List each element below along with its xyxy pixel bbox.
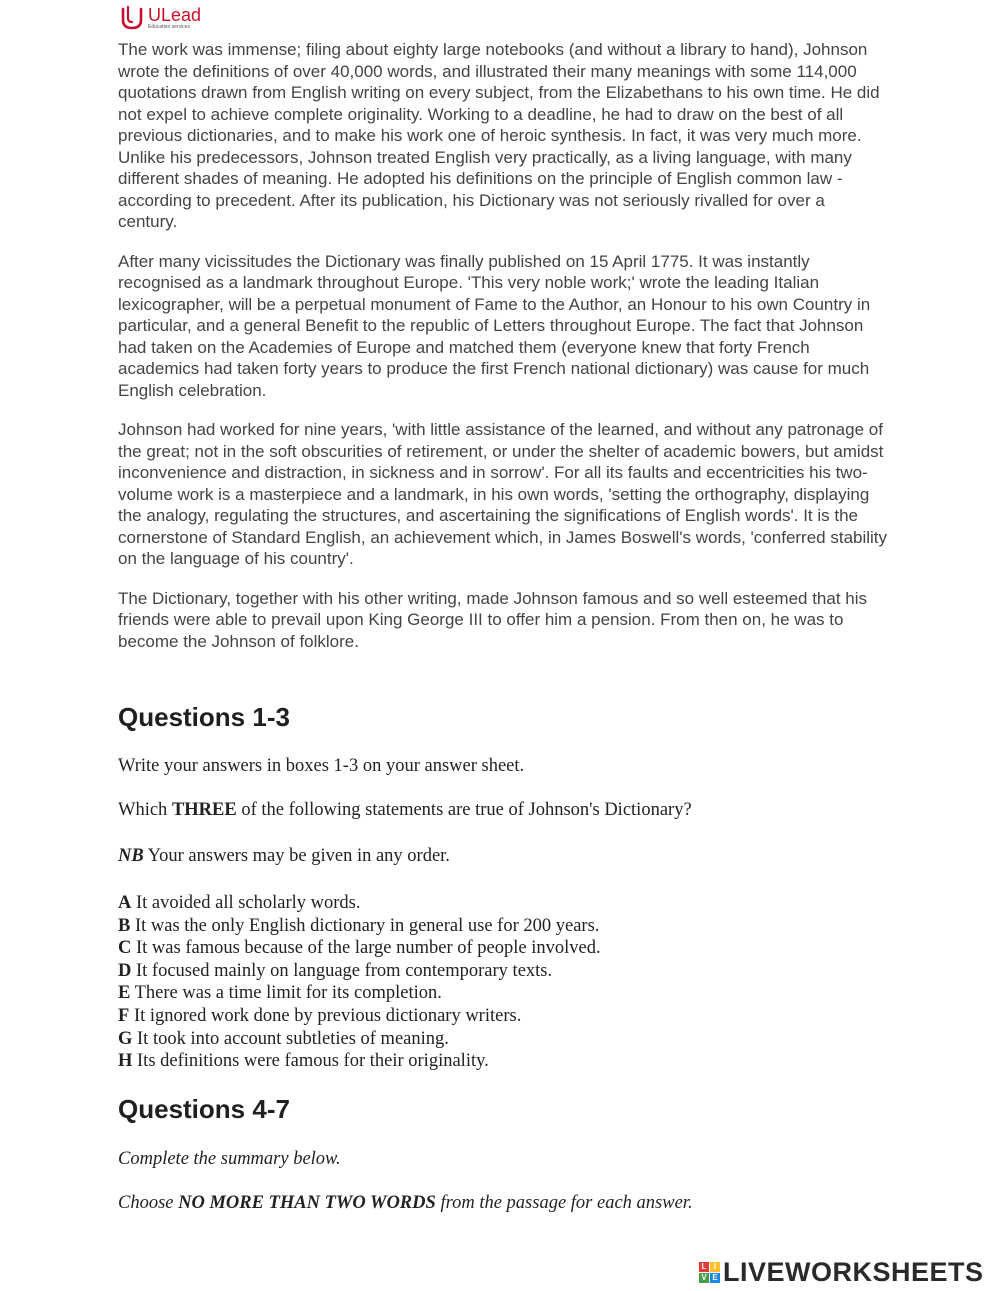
- summary-instruction: Complete the summary below.: [118, 1149, 341, 1169]
- ulead-logo-icon: [120, 5, 144, 31]
- option-text: It took into account subtleties of meaning.: [132, 1028, 449, 1049]
- option-text: There was a time limit for its completion.: [130, 983, 442, 1004]
- questions-1-3-heading: Questions 1-3: [118, 702, 290, 732]
- liveworksheets-watermark: [699, 1257, 984, 1288]
- option-letter: A: [118, 893, 132, 913]
- logo-letter-e: E: [710, 1273, 720, 1283]
- option-f: [118, 1005, 601, 1028]
- option-text: It was famous because of the large number of people involved.: [131, 938, 601, 959]
- answer-options: [118, 892, 601, 1073]
- logo-subtitle: Education services: [148, 24, 190, 30]
- questions-4-7-instruction: [118, 1149, 918, 1170]
- passage-paragraph: After many vicissitudes the Dictionary was finally published on 15 April 1775. It was instantly recognised as a landmark throughout Europe. 'This very noble work;' wrote the leading Italian lexicographer, will be a perpetual monument of Fame to the Author, an Honour to his own Country in particular, and a general Benefit to the republic of Letters throughout Europe. The fact that Johnson had taken on the Academies of Europe and matched them (everyone knew that forty French academics had taken forty years to produce the first French national dictionary) was cause for much English celebration.: [118, 251, 871, 400]
- option-b: [118, 915, 601, 938]
- choose-post: from the passage for each answer.: [435, 1193, 693, 1213]
- prompt-emphasis: THREE: [171, 800, 237, 820]
- choose-pre: Choose: [118, 1193, 179, 1213]
- word-limit: NO MORE THAN TWO WORDS: [178, 1193, 436, 1213]
- option-text: It ignored work done by previous dictionary writers.: [129, 1005, 522, 1026]
- logo-letter-i: I: [710, 1262, 720, 1272]
- questions-1-3-prompt: [118, 800, 918, 821]
- option-text: It was the only English dictionary in general use for 200 years.: [130, 915, 600, 936]
- option-text: It focused mainly on language from contemporary texts.: [131, 960, 553, 981]
- nb-text: Your answers may be given in any order.: [143, 846, 450, 866]
- logo-letter-v: V: [699, 1273, 709, 1283]
- option-a: [118, 892, 601, 915]
- reading-passage: [118, 39, 888, 670]
- nb-note: [118, 846, 918, 867]
- option-h: [118, 1050, 601, 1073]
- questions-1-3-instruction: Write your answers in boxes 1-3 on your answer sheet.: [118, 756, 525, 776]
- option-letter: C: [118, 938, 132, 959]
- liveworksheets-text: LIVEWORKSHEETS: [723, 1257, 984, 1287]
- word-limit-instruction: [118, 1193, 918, 1214]
- option-g: [118, 1028, 601, 1051]
- option-e: [118, 982, 601, 1005]
- liveworksheets-logo-icon: [699, 1262, 720, 1283]
- option-letter: E: [118, 983, 131, 1004]
- passage-paragraph: The Dictionary, together with his other writing, made Johnson famous and so well esteemed that his friends were able to prevail upon King George III to offer him a pension. From then on, he was to become the Johnson of folklore.: [118, 588, 868, 651]
- option-letter: H: [118, 1051, 133, 1072]
- logo-name: ULead: [148, 5, 202, 25]
- prompt-post: of the following statements are true of Johnson's Dictionary?: [236, 800, 692, 820]
- option-letter: B: [118, 915, 131, 936]
- ulead-logo: [120, 5, 201, 31]
- prompt-pre: Which: [118, 800, 172, 820]
- option-letter: F: [118, 1005, 130, 1026]
- option-d: [118, 960, 601, 983]
- option-text: Its definitions were famous for their originality.: [132, 1051, 489, 1072]
- option-text: It avoided all scholarly words.: [131, 893, 361, 913]
- option-letter: D: [118, 960, 132, 981]
- passage-paragraph: Johnson had worked for nine years, 'with little assistance of the learned, and without any patronage of the great; not in the soft obscurities of retirement, or under the shelter of academic bowers, but amidst inconvenience and distraction, in sickness and in sorrow'. For all its faults and eccentricities his two-volume work is a masterpiece and a landmark, in his own words, 'setting the orthography, displaying the analogy, regulating the structures, and ascertaining the significations of English words'. It is the cornerstone of Standard English, an achievement which, in James Boswell's words, 'conferred stability on the language of his country'.: [118, 420, 888, 568]
- nb-label: NB: [118, 846, 144, 866]
- questions-4-7-heading: Questions 4-7: [118, 1094, 290, 1124]
- logo-letter-l: L: [699, 1262, 709, 1272]
- option-letter: G: [118, 1028, 133, 1049]
- option-c: [118, 937, 601, 960]
- passage-paragraph: The work was immense; filing about eighty large notebooks (and without a library to hand), Johnson wrote the definitions of over 40,000 words, and illustrated their many meanings with some 114,000 quotations drawn from English writing on every subject, from the Elizabethans to his own time. He did not expel to achieve complete originality. Working to a deadline, he had to draw on the best of all previous dictionaries, and to make his work one of heroic synthesis. In fact, it was very much more. Unlike his predecessors, Johnson treated English very practically, as a living language, with many different shades of meaning. He adopted his definitions on the principle of English common law - according to precedent. After its publication, his Dictionary was not seriously rivalled for over a century.: [118, 40, 880, 231]
